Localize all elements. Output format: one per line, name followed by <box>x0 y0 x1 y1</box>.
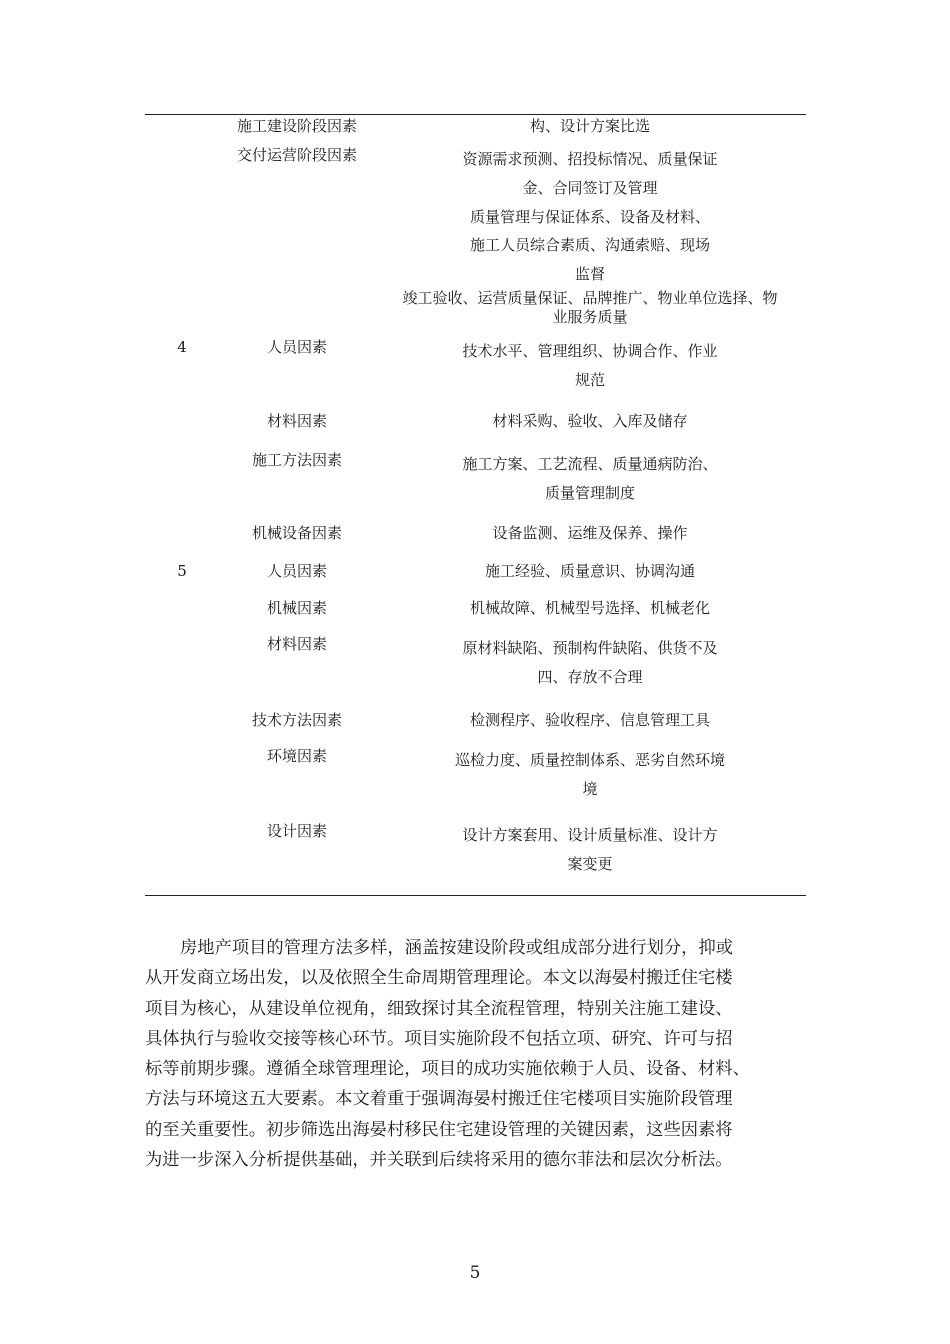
detail-line: 监督 <box>574 265 605 283</box>
table-number-cell: 5 <box>177 562 187 580</box>
detail-line: 检测程序、验收程序、信息管理工具 <box>469 711 710 729</box>
table-category-cell: 技术方法因素 <box>251 711 342 729</box>
table-detail-cell <box>340 289 840 327</box>
table-top-rule <box>145 114 806 115</box>
table-detail-cell <box>405 411 775 431</box>
paragraph-line: 标等前期步骤。遵循全球管理理论，项目的成功实施依赖于人员、设备、材料、 <box>145 1059 750 1080</box>
table-category-cell: 人员因素 <box>266 338 327 356</box>
detail-line: 构、设计方案比选 <box>529 117 650 135</box>
detail-line: 巡检力度、质量控制体系、恶劣自然环境 <box>454 751 725 769</box>
detail-line: 原材料缺陷、预制构件缺陷、供货不及 <box>462 639 718 657</box>
paragraph-line: 的至关重要性。初步筛选出海晏村移民住宅建设管理的关键因素，这些因素将 <box>145 1119 733 1140</box>
detail-line: 施工人员综合素质、沟通索赔、现场 <box>469 236 710 255</box>
detail-line: 质量管理与保证体系、设备及材料、 <box>469 207 710 226</box>
table-detail-cell <box>405 634 775 692</box>
detail-line: 质量管理制度 <box>544 484 635 502</box>
paragraph-line: 方法与环境这五大要素。本文着重于强调海晏村搬迁住宅楼项目实施阶段管理 <box>145 1089 733 1110</box>
detail-line: 机械故障、机械型号选择、机械老化 <box>469 599 710 617</box>
detail-line: 案变更 <box>567 855 613 873</box>
page-number: 5 <box>469 1263 481 1283</box>
detail-line: 设计方案套用、设计质量标准、设计方 <box>462 826 718 844</box>
table-detail-cell <box>405 710 775 730</box>
table-bottom-rule <box>145 895 806 896</box>
detail-line: 境 <box>582 780 598 798</box>
table-category-cell: 材料因素 <box>266 635 327 653</box>
detail-line: 业服务质量 <box>552 308 628 326</box>
detail-line: 设备监测、运维及保养、操作 <box>492 524 688 542</box>
table-detail-cell <box>405 598 775 618</box>
table-category-cell: 施工方法因素 <box>251 451 342 469</box>
detail-line: 资源需求预测、招投标情况、质量保证 <box>462 150 718 168</box>
table-category-cell: 机械因素 <box>266 599 327 617</box>
detail-line: 金、合同签订及管理 <box>522 178 658 197</box>
paragraph-line: 从开发商立场出发，以及依照全生命周期管理理论。本文以海晏村搬迁住宅楼 <box>145 968 733 989</box>
table-detail-cell <box>405 523 775 543</box>
detail-line: 施工经验、质量意识、协调沟通 <box>484 562 695 580</box>
table-detail-cell <box>405 561 775 581</box>
detail-line: 施工方案、工艺流程、质量通病防治、 <box>462 455 718 473</box>
detail-line: 材料采购、验收、入库及储存 <box>492 412 688 430</box>
table-category-cell: 人员因素 <box>266 562 327 580</box>
table-detail-cell <box>405 450 775 508</box>
table-detail-cell <box>405 746 775 804</box>
table-category-cell: 材料因素 <box>266 412 327 430</box>
paragraph-line: 项目为核心，从建设单位视角，细致探讨其全流程管理，特别关注施工建设、 <box>145 998 733 1019</box>
paragraph-line: 房地产项目的管理方法多样，涵盖按建设阶段或组成部分进行划分，抑或 <box>180 938 734 958</box>
table-category-cell: 环境因素 <box>266 747 327 765</box>
table-detail-cell <box>405 821 775 879</box>
table-category-cell: 设计因素 <box>266 822 327 840</box>
table-detail-cell <box>405 337 775 395</box>
table-detail-cell <box>405 145 775 289</box>
body-paragraph <box>145 933 825 1175</box>
table-number-cell: 4 <box>177 338 187 356</box>
paragraph-line: 具体执行与验收交接等核心环节。项目实施阶段不包括立项、研究、许可与招 <box>145 1028 733 1049</box>
detail-line: 竣工验收、运营质量保证、品牌推广、物业单位选择、物 <box>402 289 778 307</box>
table-detail-cell <box>405 116 775 136</box>
table-category-cell: 施工建设阶段因素 <box>236 117 357 135</box>
paragraph-line: 为进一步深入分析提供基础，并关联到后续将采用的德尔菲法和层次分析法。 <box>145 1150 733 1171</box>
table-category-cell: 机械设备因素 <box>251 524 342 542</box>
detail-line: 四、存放不合理 <box>537 668 643 686</box>
detail-line: 技术水平、管理组织、协调合作、作业 <box>462 342 718 360</box>
table-category-cell: 交付运营阶段因素 <box>236 146 357 164</box>
detail-line: 规范 <box>574 371 605 389</box>
